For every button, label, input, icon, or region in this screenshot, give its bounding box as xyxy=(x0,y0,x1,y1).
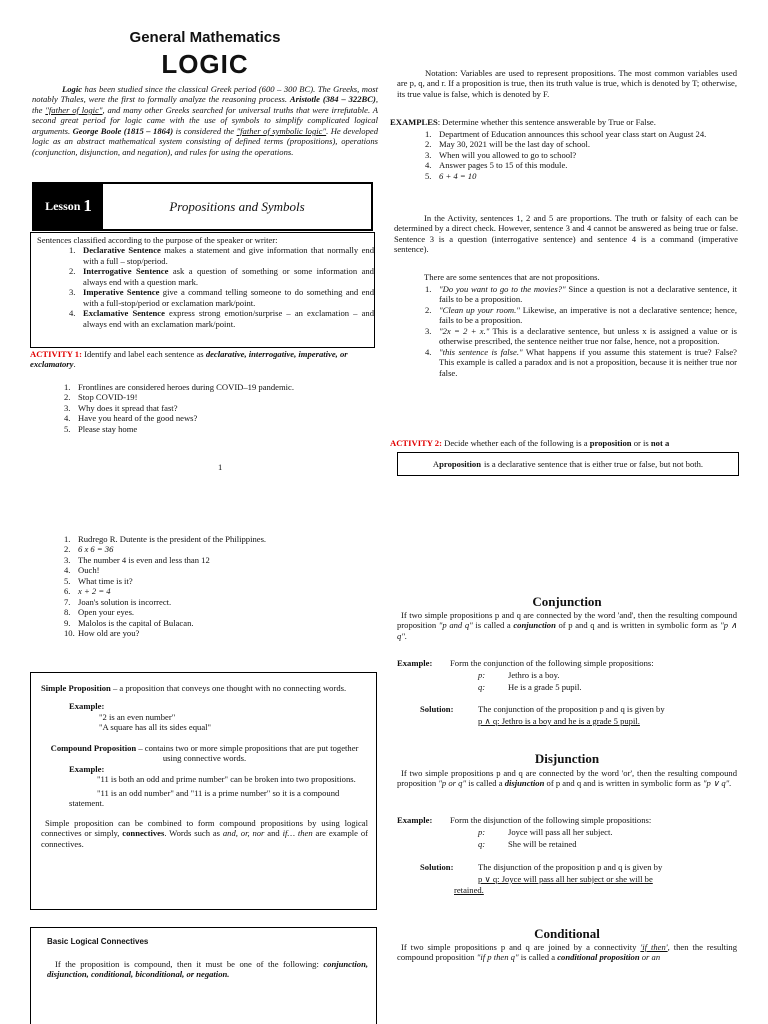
activity1-instructions: ACTIVITY 1: Identify and label each sentence as declarative, interrogative, imperative, or exclamatory. xyxy=(30,349,348,370)
list-item: 1. Declarative Sentence makes a statement and give information that normally end with a full – stop/period. xyxy=(69,245,374,266)
list-item: 2. Interrogative Sentence ask a question of something or some information and always end with a question mark. xyxy=(69,266,374,287)
list-item: 2. "Clean up your room." Likewise, an imperative is not a declarative sentence; hence, fails to be a proposition. xyxy=(425,304,737,326)
not-propositions-list xyxy=(425,284,737,378)
disjunction-p-label: p: xyxy=(478,827,486,837)
list-item: 2. Stop COVID-19! xyxy=(64,392,138,403)
activity-explanation: In the Activity, sentences 1, 2 and 5 are proportions. The truth or falsity of each can be determined by a direct check. However, sentence 3 and 4 cannot be answered as being true or false. Sentence 3 is a question (interrogative sentence) and sentence 4 is a command (imperative sentence). xyxy=(394,213,738,255)
lesson-title: Propositions and Symbols xyxy=(169,198,305,214)
examples-instructions: EXAMPLES: Determine whether this sentence answerable by True or False. xyxy=(390,117,656,127)
list-item: 3. "2x = 2 + x." This is a declarative sentence, but unless x is assigned a value or is otherwise prescribed, the sentence neither true nor false, hence, not a proposition. xyxy=(425,325,738,347)
notation-paragraph: Notation: Variables are used to represent propositions. The most common variables used are p, q, and r. If a proposition is true, then its truth value is true, which is denoted by T; otherwise, its true value is false, which is denoted by F. xyxy=(397,68,737,99)
list-item: 2. 6 x 6 = 36 xyxy=(64,544,114,555)
subject-title: General Mathematics xyxy=(129,29,281,46)
list-item: 2. May 30, 2021 will be the last day of school. xyxy=(425,139,591,150)
disjunction-heading: Disjunction xyxy=(534,751,600,766)
page-title: LOGIC xyxy=(161,49,249,79)
sentence-types-list xyxy=(69,245,374,329)
page-number: 1 xyxy=(218,462,223,472)
list-item: 4. "this sentence is false." What happens if you assume this statement is true? False? This example is called a paradox and is not a proposition, because it is neither true nor false. xyxy=(425,346,737,378)
disjunction-solution-text: The disjunction of the proposition p and q is given by xyxy=(478,862,663,872)
conjunction-definition: If two simple propositions p and q are connected by the word 'and', then the resulting compound proposition "p and q" is called a conjunction of p and q and is written in symbolic form as "p ∧ q". xyxy=(397,610,737,641)
conjunction-example-label: Example: xyxy=(397,658,433,668)
list-item: 5. Please stay home xyxy=(64,423,138,434)
lesson-banner xyxy=(32,182,373,231)
list-item: 4. Ouch! xyxy=(64,565,100,576)
disjunction-answer-cont: retained. xyxy=(454,885,484,895)
list-item: 10. How old are you? xyxy=(64,628,140,639)
list-item: 5. 6 + 4 = 10 xyxy=(425,170,477,181)
simple-compound-box: Simple Proposition – a proposition that conveys one thought with no connecting words. Example: "2 is an even number" "A square has all its sides equal" Compound Proposition – contains two or more simple propositions that are put together using connective words. Example: "11 is both an odd and prime number" can be broken into two propositions. "11 is an odd number" and "11 is a prime number" so it is a compound statement. Simple proposition can be combined to form compound propositions by using logical connectives or simply, connectives. Words such as and, or, nor and if… then are example of connectives. xyxy=(30,672,377,910)
conjunction-answer: p ∧ q: Jethro is a boy and he is a grade 5 pupil. xyxy=(478,716,640,726)
activity2-instructions: ACTIVITY 2: Decide whether each of the following is a proposition or is not a xyxy=(390,438,670,448)
activity1-list xyxy=(64,382,364,434)
conditional-definition: If two simple propositions p and q are joined by a connectivity 'if then', then the resulting compound proposition "if p then q" is called a conditional proposition or an xyxy=(397,942,738,963)
list-item: 3. The number 4 is even and less than 12 xyxy=(64,554,210,565)
conjunction-solution-label: Solution: xyxy=(420,704,454,714)
disjunction-q-label: q: xyxy=(478,839,486,849)
activity1-label: ACTIVITY 1: xyxy=(30,349,82,359)
disjunction-example-text: Form the disjunction of the following simple propositions: xyxy=(450,815,652,825)
not-propositions-intro: There are some sentences that are not propositions. xyxy=(424,272,600,282)
connectives-title: Basic Logical Connectives xyxy=(47,937,149,946)
conjunction-q-label: q: xyxy=(478,682,486,692)
lesson-label: Lesson 1 xyxy=(34,184,103,229)
list-item: 9. Malolos is the capital of Bulacan. xyxy=(64,617,194,628)
sentence-types-intro: Sentences classified according to the purpose of the speaker or writer: xyxy=(37,235,278,245)
conjunction-example-text: Form the conjunction of the following simple propositions: xyxy=(450,658,654,668)
conjunction-solution-text: The conjunction of the proposition p and q is given by xyxy=(478,704,665,714)
logical-connectives-box: Basic Logical Connectives If the proposition is compound, then it must be one of the following: conjunction, disjunction, conditional, biconditional, or negation. xyxy=(30,927,377,1024)
list-item: 4. Exclamative Sentence express strong emotion/surprise – an exclamation – and always end with an exclamation mark/point. xyxy=(69,308,374,329)
list-item: 3. Why does it spread that fast? xyxy=(64,402,178,413)
list-item: 4. Have you heard of the good news? xyxy=(64,413,198,424)
logic-term: Logic xyxy=(62,84,83,94)
list-item: 5. What time is it? xyxy=(64,575,133,586)
list-item: 3. When will you allowed to go to school? xyxy=(425,149,577,160)
list-item: 7. Joan's solution is incorrect. xyxy=(64,596,172,607)
disjunction-definition: If two simple propositions p and q are connected by the word 'or', then the resulting compound proposition "p or q" is called a disjunction of p and q and is written in symbolic form as "p ∨ q". xyxy=(397,768,737,789)
disjunction-p-text: Joyce will pass all her subject. xyxy=(508,827,613,837)
list-item: 1. Department of Education announces this school year class start on August 24. xyxy=(425,129,707,139)
conjunction-p-text: Jethro is a boy. xyxy=(508,670,560,680)
list-item: 3. Imperative Sentence give a command telling someone to do something and end with a full-stop/period or exclamation mark/point. xyxy=(69,287,374,308)
examples-list xyxy=(425,129,737,181)
activity2-list xyxy=(64,534,364,639)
conjunction-p-label: p: xyxy=(478,670,486,680)
proposition-definition-box: A proposition is a declarative sentence that is either true or false, but not both. xyxy=(397,452,739,476)
disjunction-solution-label: Solution: xyxy=(420,862,454,872)
list-item: 4. Answer pages 5 to 15 of this module. xyxy=(425,160,568,171)
conjunction-q-text: He is a grade 5 pupil. xyxy=(508,682,582,692)
activity2-label: ACTIVITY 2: xyxy=(390,438,442,448)
conjunction-heading: Conjunction xyxy=(532,594,602,609)
intro-paragraph: Logic has been studied since the classical Greek period (600 – 300 BC). The Greeks, most notably Thales, were the first to formally analyze the reasoning process. Aristotle (384 – 322BC), the "father of logic", and many other Greeks searched for universal truths that were irrefutable. A second great period for logic came with the use of symbols to simplify complicated logical arguments. George Boole (1815 – 1864) is considered the "father of symbolic logic". He developed logic as an abstract mathematical system consisting of defined terms (propositions), operations (conjunction, disjunction, and negation), and rules for using the operations. xyxy=(32,84,379,157)
disjunction-example-label: Example: xyxy=(397,815,433,825)
list-item: 6. x + 2 = 4 xyxy=(64,586,111,597)
list-item: 8. Open your eyes. xyxy=(64,607,135,618)
conditional-heading: Conditional xyxy=(534,926,600,941)
sentence-types-box xyxy=(30,232,375,348)
disjunction-q-text: She will be retained xyxy=(508,839,577,849)
list-item: 1. Frontlines are considered heroes during COVID–19 pandemic. xyxy=(64,382,294,392)
list-item: 1. "Do you want to go to the movies?" Since a question is not a declarative sentence, it fails to be a proposition. xyxy=(425,284,737,305)
disjunction-answer: p ∨ q: Joyce will pass all her subject or she will be xyxy=(478,874,653,884)
list-item: 1. Rudrego R. Dutente is the president of the Philippines. xyxy=(64,534,267,544)
